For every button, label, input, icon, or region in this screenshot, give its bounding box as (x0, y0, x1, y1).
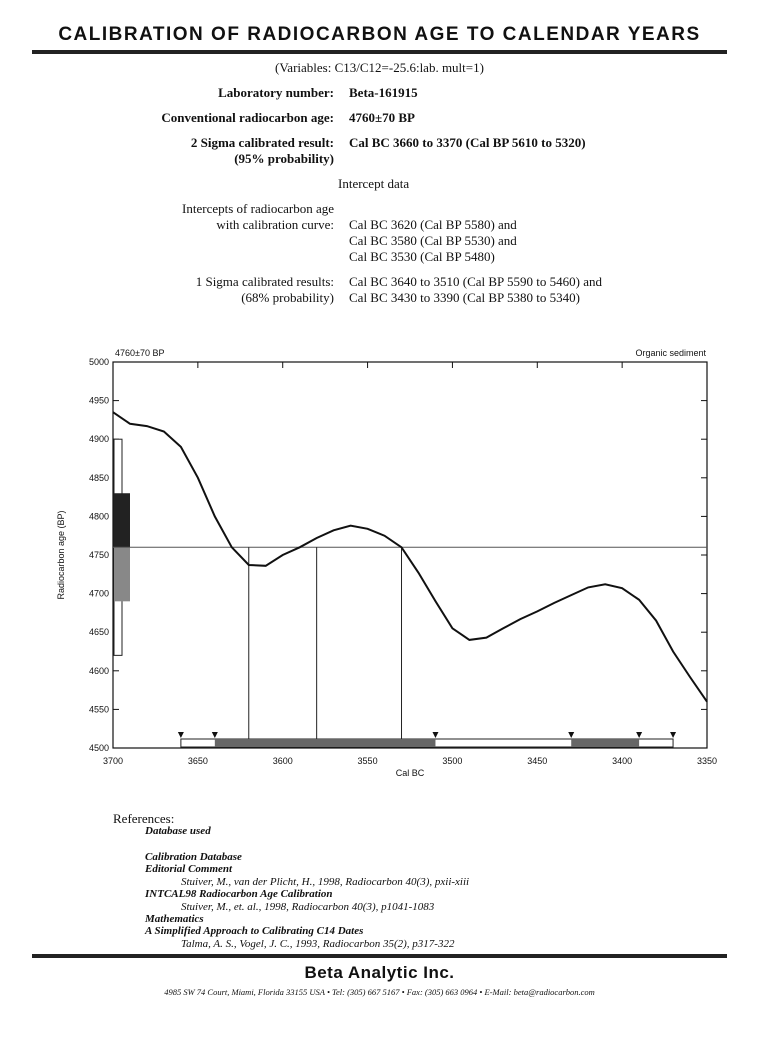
sigma1-value-1: Cal BC 3640 to 3510 (Cal BP 5590 to 5460) and (349, 274, 603, 289)
sigma1-probability: (68% probability) (241, 290, 334, 305)
range-marker (212, 732, 218, 738)
x-tick-label: 3600 (272, 756, 293, 766)
sigma1-calendar-bar (215, 739, 436, 747)
ref-citation-2: Stuiver, M., et. al., 1998, Radiocarbon 40(3), p1041-1083 (181, 901, 435, 913)
variables-line: (Variables: C13/C12=-25.6:lab. mult=1) (275, 60, 484, 75)
y-tick-label: 4850 (88, 472, 109, 483)
x-tick-label: 3650 (187, 756, 208, 766)
intercepts-label-2: with calibration curve: (216, 217, 334, 232)
chart-sample-age-label: 4760±70 BP (115, 348, 165, 358)
intercepts-label-1: Intercepts of radiocarbon age (182, 201, 334, 216)
conventional-age-label: Conventional radiocarbon age: (161, 110, 334, 125)
intercept-1: Cal BC 3620 (Cal BP 5580) and (349, 217, 517, 232)
y-tick-label: 4550 (88, 704, 109, 715)
x-tick-label: 3500 (442, 756, 463, 766)
sigma2-label: 2 Sigma calibrated result: (190, 135, 334, 150)
ref-citation-1: Stuiver, M., van der Plicht, H., 1998, Radiocarbon 40(3), pxii-xiii (181, 876, 470, 888)
age-bar-lower (114, 547, 130, 601)
ref-editorial-comment: Editorial Comment (145, 863, 233, 875)
sigma2-probability: (95% probability) (234, 151, 334, 166)
range-marker (636, 732, 642, 738)
chart-sample-type-label: Organic sediment (635, 348, 706, 358)
ref-mathematics: Mathematics (145, 913, 204, 925)
y-tick-label: 4900 (88, 434, 109, 445)
sigma2-value: Cal BC 3660 to 3370 (Cal BP 5610 to 5320) (349, 135, 586, 150)
sigma1-label: 1 Sigma calibrated results: (195, 274, 334, 289)
x-tick-label: 3350 (696, 756, 718, 766)
age-bar-upper (114, 493, 130, 547)
ref-simplified: A Simplified Approach to Calibrating C14 Dates (145, 925, 364, 937)
plot-frame (113, 362, 707, 748)
references-heading: References: (113, 811, 175, 826)
x-tick-label: 3400 (612, 756, 633, 766)
y-tick-label: 4500 (88, 743, 109, 753)
y-tick-label: 5000 (88, 357, 109, 367)
company-name: Beta Analytic Inc. (304, 963, 455, 982)
sigma1-calendar-bar (571, 739, 639, 747)
x-axis-title: Cal BC (395, 768, 425, 778)
calibration-curve (113, 412, 707, 702)
ref-intcal: INTCAL98 Radiocarbon Age Calibration (145, 888, 333, 900)
range-marker (568, 732, 574, 738)
y-axis-title: Radiocarbon age (BP) (56, 510, 66, 600)
conventional-age-value: 4760±70 BP (349, 110, 415, 125)
intercept-heading: Intercept data (338, 176, 410, 191)
y-tick-label: 4750 (88, 550, 109, 560)
ref-database-used: Database used (145, 825, 211, 837)
range-marker (178, 732, 184, 738)
y-tick-label: 4600 (88, 665, 109, 676)
y-tick-label: 4800 (88, 511, 109, 522)
range-marker (670, 732, 676, 738)
y-tick-label: 4700 (88, 588, 109, 599)
lab-number-label: Laboratory number: (218, 85, 334, 100)
company-address: 4985 SW 74 Court, Miami, Florida 33155 USA • Tel: (305) 667 5167 • Fax: (305) 663 0964 • E-Mail: beta@radiocarbon.com (164, 987, 595, 997)
intercept-3: Cal BC 3530 (Cal BP 5480) (349, 249, 495, 264)
intercept-2: Cal BC 3580 (Cal BP 5530) and (349, 233, 517, 248)
sigma1-value-2: Cal BC 3430 to 3390 (Cal BP 5380 to 5340) (349, 290, 580, 305)
y-tick-label: 4950 (88, 395, 109, 406)
range-marker (432, 732, 438, 738)
lab-number-value: Beta-161915 (349, 85, 418, 100)
x-tick-label: 3450 (527, 756, 548, 766)
ref-calibration-database: Calibration Database (145, 851, 242, 863)
x-tick-label: 3700 (102, 756, 124, 766)
x-tick-label: 3550 (357, 756, 378, 766)
ref-citation-3: Talma, A. S., Vogel, J. C., 1993, Radiocarbon 35(2), p317-322 (181, 938, 455, 950)
y-tick-label: 4650 (88, 627, 109, 638)
footer-rule (32, 954, 727, 958)
page-title: CALIBRATION OF RADIOCARBON AGE TO CALENDAR YEARS (58, 24, 701, 45)
